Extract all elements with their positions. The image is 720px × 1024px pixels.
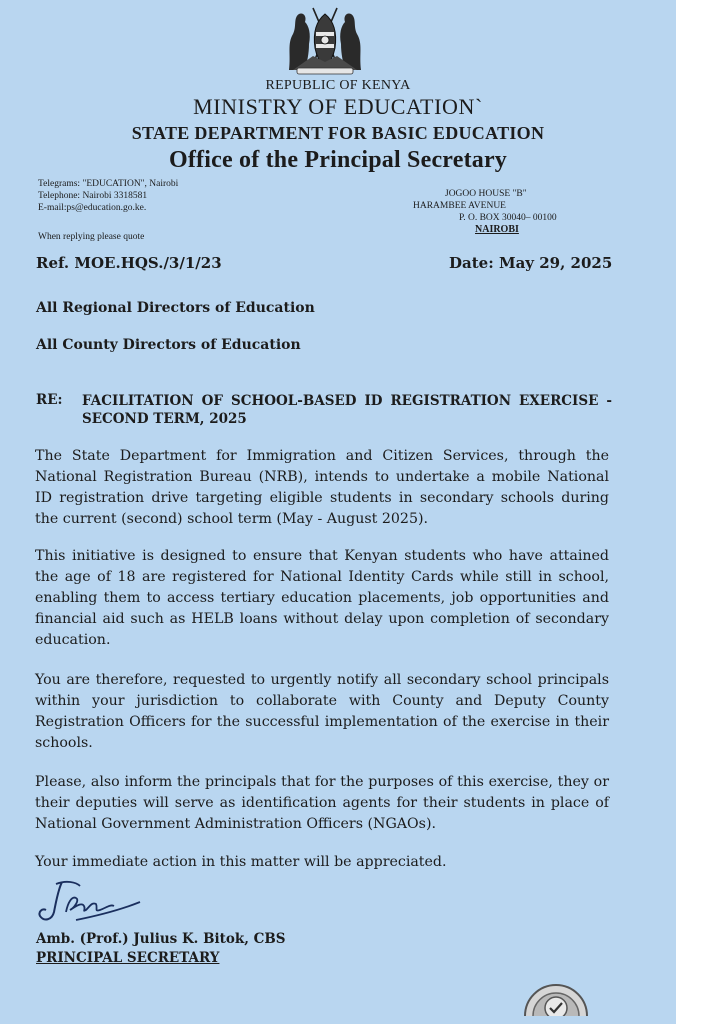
contact-block — [38, 178, 178, 214]
republic-heading: REPUBLIC OF KENYA — [265, 78, 411, 93]
address-street: HARAMBEE AVENUE — [413, 201, 506, 211]
reply-note: When replying please quote — [38, 232, 145, 242]
signatory-name: Amb. (Prof.) Julius K. Bitok, CBS — [36, 931, 286, 947]
ministry-heading: MINISTRY OF EDUCATION` — [193, 94, 483, 119]
coat-of-arms-icon — [283, 4, 367, 76]
handwritten-signature — [36, 876, 146, 928]
addressee-county: All County Directors of Education — [36, 337, 301, 353]
closing-paragraph: Your immediate action in this matter will be appreciated. — [35, 854, 447, 870]
right-margin — [676, 0, 720, 1024]
body-paragraph: Please, also inform the principals that for the purposes of this exercise, they or their deputies will serve as identification agents for their students in place of National Government Administration Officers (NGAOs). — [35, 774, 609, 832]
email-line: E-mail:ps@education.go.ke. — [38, 203, 147, 213]
subject-label: RE: — [36, 392, 63, 408]
reference-number: Ref. MOE.HQS./3/1/23 — [36, 254, 222, 272]
subject-text: FACILITATION OF SCHOOL-BASED ID REGISTRATION EXERCISE - SECOND TERM, 2025 — [82, 393, 612, 427]
body-paragraph: The State Department for Immigration and Citizen Services, through the National Registration Bureau (NRB), intends to undertake a mobile National ID registration drive targeting eligible students in secondary schools during the current (second) school term (May - August 2025). — [35, 448, 609, 527]
addressee-regional: All Regional Directors of Education — [36, 300, 315, 316]
postal-address — [413, 188, 557, 236]
address-building: JOGOO HOUSE "B" — [445, 189, 527, 199]
telephone-line: Telephone: Nairobi 3318581 — [38, 191, 148, 201]
state-department-heading: STATE DEPARTMENT FOR BASIC EDUCATION — [131, 123, 545, 143]
telegrams-line: Telegrams: "EDUCATION", Nairobi — [38, 179, 179, 189]
office-heading: Office of the Principal Secretary — [168, 147, 508, 173]
signatory-title: PRINCIPAL SECRETARY — [36, 950, 220, 966]
letter-date: Date: May 29, 2025 — [449, 254, 613, 272]
address-po-box: P. O. BOX 30040– 00100 — [459, 213, 557, 223]
iso-certification-seal-icon — [519, 974, 593, 1016]
address-city: NAIROBI — [475, 224, 519, 235]
body-paragraph: This initiative is designed to ensure that Kenyan students who have attained the age of 18 are registered for National Identity Cards while still in school, enabling them to access tertiary education placements, job opportunities and financial aid such as HELB loans without delay upon completion of secondary education. — [35, 548, 609, 648]
body-paragraph: You are therefore, requested to urgently notify all secondary school principals within your jurisdiction to collaborate with County and Deputy County Registration Officers for the successful implementation of the exercise in their schools. — [35, 672, 609, 751]
